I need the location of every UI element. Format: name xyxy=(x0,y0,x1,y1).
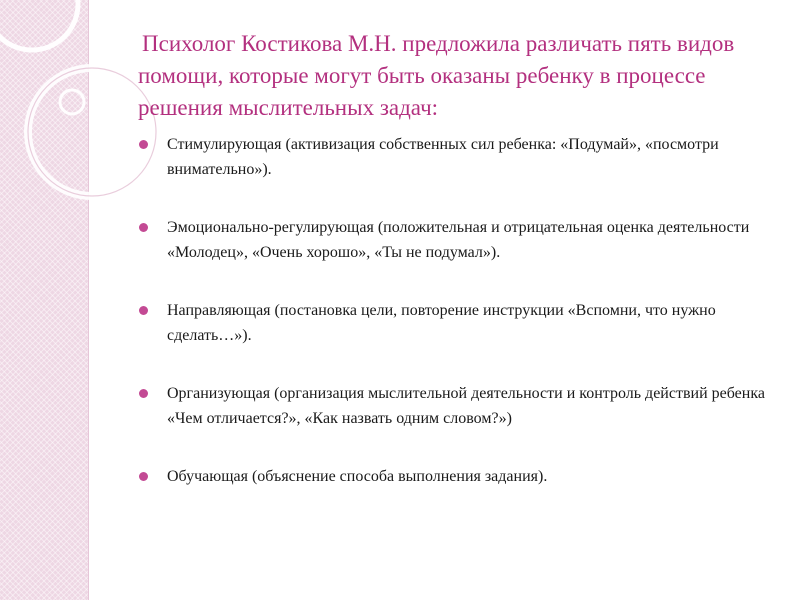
bullet-dot-icon xyxy=(139,306,148,315)
bullet-text: Стимулирующая (активизация собственных сил ребенка: «Подумай», «посмотри внимательно»). xyxy=(167,136,719,178)
bullet-text: Эмоционально-регулирующая (положительная и отрицательная оценка деятельности «Молодец», «Очень хорошо», «Ты не подумал»). xyxy=(167,219,750,261)
bullet-item-teaching xyxy=(138,464,778,489)
bullet-dot-icon xyxy=(139,140,148,149)
bullet-dot-icon xyxy=(139,223,148,232)
bullet-item-organizing xyxy=(138,381,778,431)
bullet-text: Направляющая (постановка цели, повторение инструкции «Вспомни, что нужно сделать…»). xyxy=(167,302,716,344)
bullet-item-stimulating xyxy=(138,132,778,182)
decorative-side-panel xyxy=(0,0,89,600)
bullet-list xyxy=(138,132,778,522)
slide-title: Психолог Костикова М.Н. предложила различать пять видов помощи, которые могут быть оказаны ребенку в процессе решения мыслительных задач: xyxy=(138,31,735,120)
bullet-text: Обучающая (объяснение способа выполнения задания). xyxy=(167,468,548,485)
bullet-dot-icon xyxy=(139,472,148,481)
bullet-item-emotional-regulating xyxy=(138,215,778,265)
bullet-item-directing xyxy=(138,298,778,348)
bullet-text: Организующая (организация мыслительной деятельности и контроль действий ребенка «Чем отличается?», «Как назвать одним словом?») xyxy=(167,385,765,427)
bullet-dot-icon xyxy=(139,389,148,398)
